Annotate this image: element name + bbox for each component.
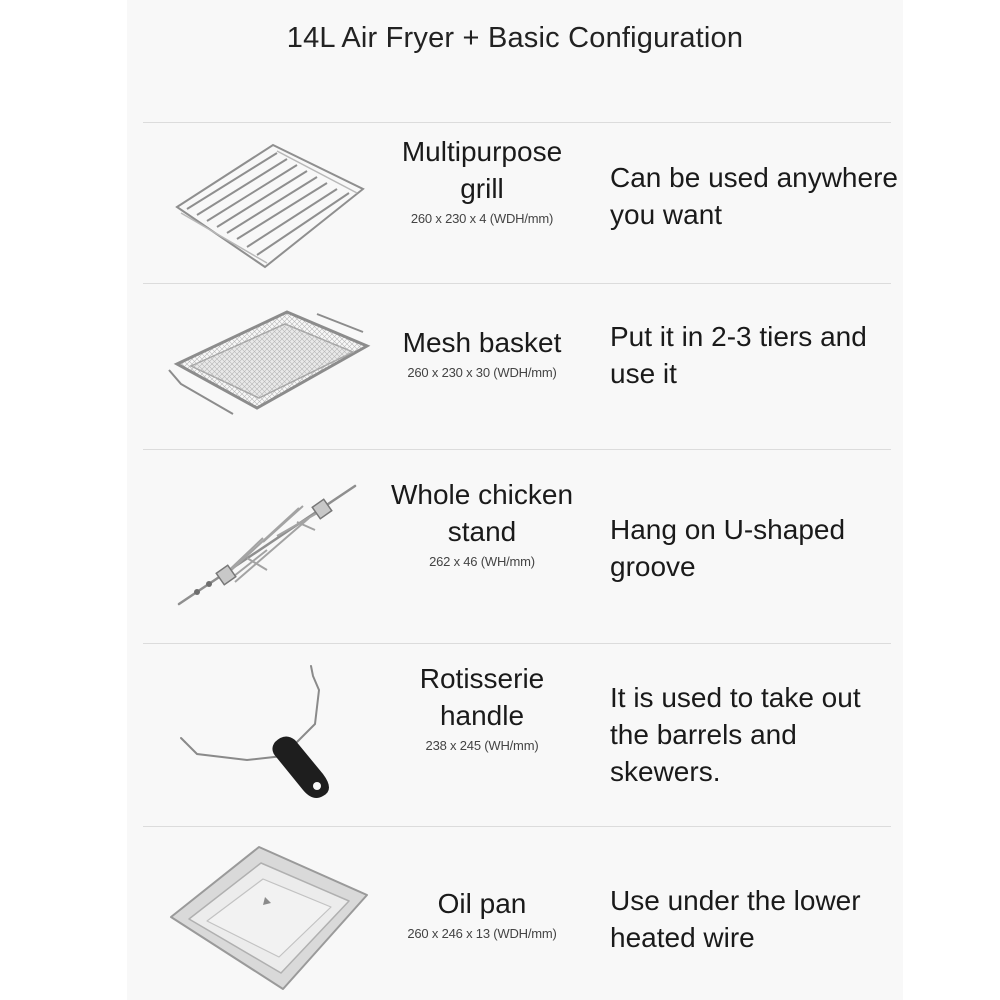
item-dimensions: 260 x 230 x 4 (WDH/mm) [410, 211, 554, 226]
item-name: Mesh basket 260 x 230 x 30 (WDH/mm) [377, 324, 587, 383]
item-name: Whole chicken stand 262 x 46 (WH/mm) [377, 476, 587, 572]
wire-grill-icon [167, 135, 372, 275]
item-description: Hang on U-shaped groove [610, 514, 846, 582]
list-item-rotisserie-handle [127, 644, 903, 826]
list-item-whole-chicken-stand [127, 450, 903, 643]
list-item-mesh-basket [127, 284, 903, 449]
rotisserie-handle-icon [167, 662, 372, 802]
chicken-stand-icon [167, 478, 372, 618]
item-name: Oil pan 260 x 246 x 13 (WDH/mm) [377, 885, 587, 944]
item-dimensions: 262 x 46 (WH/mm) [429, 554, 535, 569]
item-dimensions: 260 x 230 x 30 (WDH/mm) [407, 365, 557, 380]
item-description: Can be used anywhere you want [610, 162, 898, 230]
item-name: Multipurpose grill 260 x 230 x 4 (WDH/mm) [377, 133, 587, 229]
oil-pan-icon [167, 843, 372, 993]
page-title: 14L Air Fryer + Basic Configuration [286, 22, 744, 54]
item-name: Rotisserie handle 238 x 245 (WH/mm) [377, 660, 587, 756]
item-dimensions: 238 x 245 (WH/mm) [425, 738, 539, 753]
item-dimensions: 260 x 246 x 13 (WDH/mm) [407, 926, 557, 941]
item-description: It is used to take out the barrels and skewers. [610, 682, 861, 787]
list-item-multipurpose-grill [127, 123, 903, 283]
item-description: Use under the lower heated wire [610, 885, 861, 953]
item-description: Put it in 2-3 tiers and use it [610, 321, 867, 389]
list-item-oil-pan [127, 827, 903, 1000]
mesh-basket-icon [167, 304, 372, 424]
